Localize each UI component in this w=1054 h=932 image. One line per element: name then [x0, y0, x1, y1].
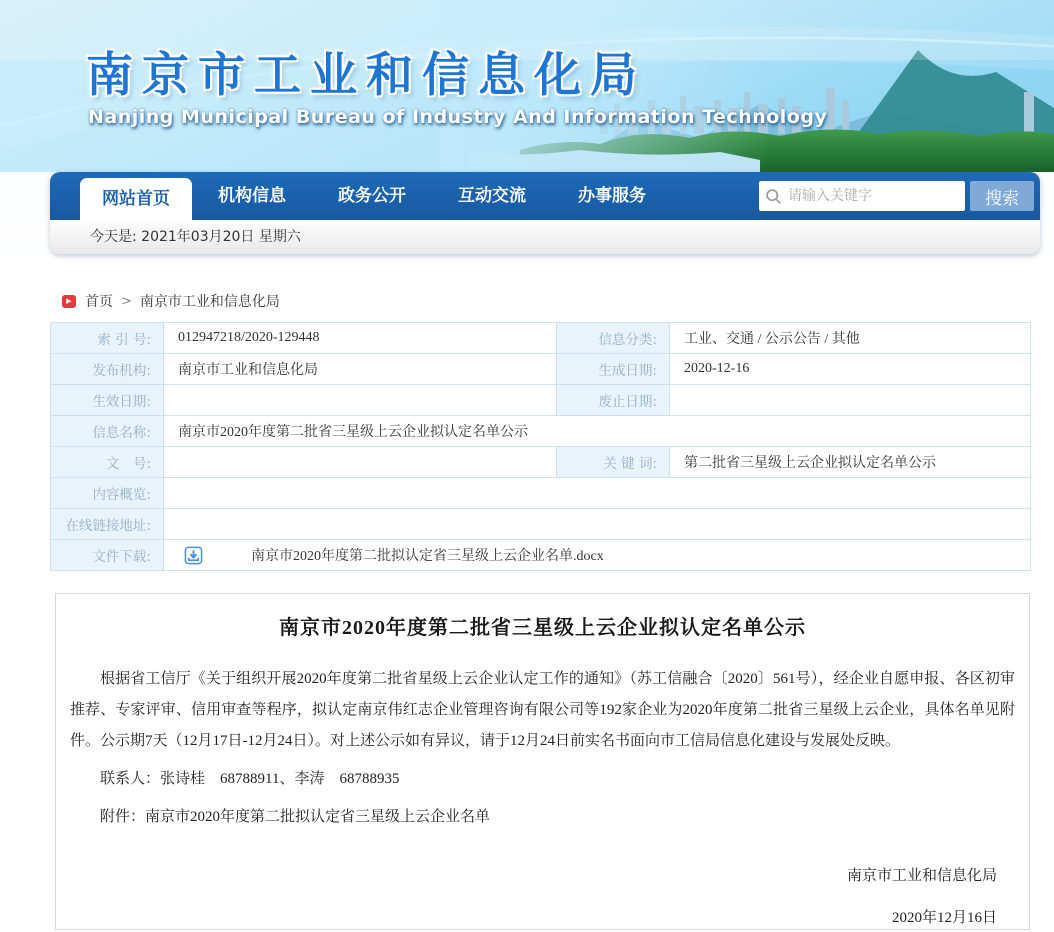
summary-label: 内容概览: — [51, 478, 164, 509]
doc-number-value — [164, 447, 557, 478]
issuer-value: 南京市工业和信息化局 — [164, 354, 557, 385]
article-contact-line: 联系人：张诗桂 68788911、李涛 68788935 — [100, 771, 400, 787]
issuer-label: 发布机构: — [51, 354, 164, 385]
nav-tab-home[interactable]: 网站首页 — [80, 178, 192, 220]
abolish-date-value — [670, 385, 1031, 416]
table-row — [51, 447, 1031, 478]
table-row — [51, 385, 1031, 416]
info-category-label: 信息分类: — [557, 323, 670, 354]
site-title-chinese: 南京市工业和信息化局 — [86, 48, 646, 103]
search-input[interactable] — [788, 183, 962, 209]
table-row — [51, 416, 1031, 447]
nav-container — [50, 172, 1040, 254]
nav-tab-gov-affairs[interactable]: 政务公开 — [338, 186, 406, 206]
table-row — [51, 354, 1031, 385]
signature-date: 2020年12月16日 — [891, 910, 997, 926]
nav-tab-org-info[interactable]: 机构信息 — [218, 186, 286, 206]
info-name-value: 南京市2020年度第二批省三星级上云企业拟认定名单公示 — [164, 416, 1031, 447]
site-title-english: Nanjing Municipal Bureau of Industry And Information Technology — [88, 106, 828, 128]
site-header-banner — [0, 0, 1054, 172]
breadcrumb-separator: > — [121, 293, 132, 309]
date-bar — [50, 220, 1040, 254]
document-meta-table — [50, 322, 1031, 571]
article-paragraph: 根据省工信厅《关于组织开展2020年度第二批省星级上云企业认定工作的通知》（苏工信融合〔2020〕561号），经企业自愿申报、各区初审推荐、专家评审、信用审查等程序，拟认定南京伟红志企业管理咨询有限公司等192家企业为2020年度第二批省三星级上云企业，具体名单见附件。公示期7天（12月17日-12月24日）。对上述公示如有异议，请于12月24日前实名书面向市工信局信息化建设与发展处反映。 — [70, 671, 1015, 749]
table-row — [51, 509, 1031, 540]
download-icon[interactable] — [184, 546, 203, 565]
main-nav — [50, 172, 1040, 220]
article-panel — [55, 593, 1030, 930]
nav-tab-services[interactable]: 办事服务 — [578, 186, 646, 206]
info-name-label: 信息名称: — [51, 416, 164, 447]
article-title: 南京市2020年度第二批省三星级上云企业拟认定名单公示 — [279, 617, 806, 639]
summary-value — [164, 478, 1031, 509]
abolish-date-label: 废止日期: — [557, 385, 670, 416]
breadcrumb-home-icon: ▶ — [62, 295, 76, 308]
effective-date-value — [164, 385, 557, 416]
info-category-value: 工业、交通 / 公示公告 / 其他 — [670, 323, 1031, 354]
index-number-label: 索 引 号: — [51, 323, 164, 354]
online-link-value — [164, 509, 1031, 540]
online-link-label: 在线链接地址: — [51, 509, 164, 540]
breadcrumb-current: 南京市工业和信息化局 — [139, 294, 280, 310]
breadcrumb-home-link[interactable]: 首页 — [85, 294, 113, 310]
article-attachment-line: 附件：南京市2020年度第二批拟认定省三星级上云企业名单 — [100, 809, 491, 825]
index-number-value: 012947218/2020-129448 — [164, 323, 557, 354]
keyword-label: 关 键 词: — [557, 447, 670, 478]
signature-organization: 南京市工业和信息化局 — [846, 868, 997, 884]
effective-date-label: 生效日期: — [51, 385, 164, 416]
table-row — [51, 540, 1031, 571]
search-button[interactable]: 搜索 — [970, 181, 1034, 211]
table-row — [51, 323, 1031, 354]
search-box — [759, 181, 965, 211]
search-area — [759, 172, 1040, 220]
create-date-value: 2020-12-16 — [670, 354, 1031, 385]
keyword-value: 第二批省三星级上云企业拟认定名单公示 — [670, 447, 1031, 478]
breadcrumb — [62, 291, 280, 311]
current-date-text: 今天是: 2021年03月20日 星期六 — [90, 229, 301, 245]
table-row — [51, 478, 1031, 509]
file-download-label: 文件下载: — [51, 540, 164, 571]
search-icon — [765, 188, 782, 205]
doc-number-label: 文 号: — [51, 447, 164, 478]
create-date-label: 生成日期: — [557, 354, 670, 385]
nav-tab-interaction[interactable]: 互动交流 — [458, 186, 526, 206]
download-file-link[interactable]: 南京市2020年度第二批拟认定省三星级上云企业名单.docx — [251, 549, 604, 564]
